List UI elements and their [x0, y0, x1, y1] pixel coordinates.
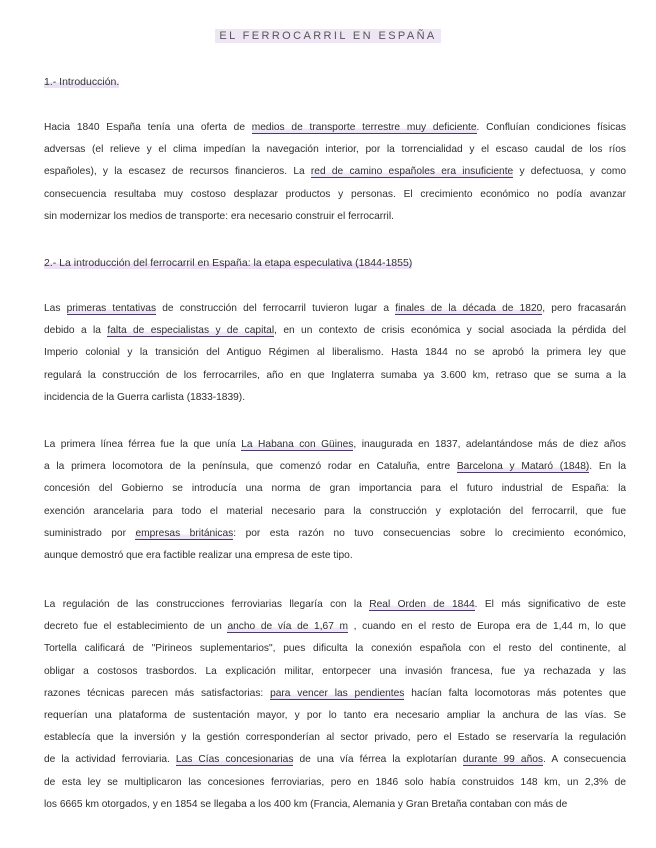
document-title: EL FERROCARRIL EN ESPAÑA [0, 30, 656, 42]
text-run: consecuencia resultaba muy costoso desplazar productos y personas. El crecimiento económico no podía avanzar [44, 188, 626, 200]
text-line [44, 749, 626, 771]
underlined-key-phrase: falta de especialistas y de capital [107, 325, 275, 337]
underlined-key-phrase: empresas británicas [135, 527, 234, 539]
text-run: : por esta razón no tuvo consecuencias sobre lo crecimiento económico, [233, 527, 626, 539]
text-run: exención arancelaria para todo el material necesario para la construcción y explotación del ferrocarril, que fue [44, 505, 626, 517]
text-run: hacían falta locomotoras más potentes que [404, 687, 626, 699]
underlined-key-phrase: para vencer las pendientes [270, 687, 405, 699]
text-line [44, 117, 626, 139]
text-run: regulará la construcción de los ferrocarriles, año en que Inglaterra sumaba ya 3.600 km, retraso que se suma a la [44, 369, 626, 381]
text-run: debido a la [44, 325, 108, 337]
text-line [44, 616, 626, 638]
text-run: . Confluían condiciones físicas [476, 122, 626, 133]
text-run: Tortella calificará de "Pirineos suplementarios", pues dificulta la conexión española con el resto del continente, al [44, 643, 626, 655]
text-line [44, 161, 626, 183]
text-run: y defectuosa, y como [513, 166, 626, 178]
text-line [44, 139, 626, 161]
text-line [44, 501, 626, 523]
text-run: adversas (el relieve y el clima impedían la navegación interior, por la torrencialidad y el escaso caudal de los ríos [44, 144, 626, 156]
text-run: razones técnicas parecen más satisfactorias: [44, 687, 271, 699]
paragraph-primeras-tentativas [44, 298, 626, 409]
text-run: de construcción del ferrocarril tuvieron lugar a [156, 303, 396, 314]
text-line [44, 298, 626, 320]
text-run: de la actividad ferroviaria. [44, 754, 176, 766]
text-line [44, 320, 626, 342]
text-run: de una vía férrea la explotarían [293, 754, 463, 766]
text-run: , inaugurada en 1837, adelantándose más de diez años [353, 439, 626, 450]
text-run: concesión del Gobierno se introducía una norma de gran importancia para el futuro industrial de España: la [44, 483, 626, 495]
text-run: Imperio colonial y la transición del Antiguo Régimen al liberalismo. Hasta 1844 no se aprobó la primera ley que [44, 347, 626, 359]
text-line [44, 478, 626, 500]
text-line [44, 387, 626, 409]
text-run: incidencia de la Guerra carlista (1833-1839). [44, 391, 246, 403]
text-run: Las [44, 303, 67, 314]
paragraph-primera-linea [44, 434, 626, 567]
underlined-key-phrase: La Habana con Güines [241, 439, 354, 450]
underlined-key-phrase: Barcelona y Mataró (1848) [456, 461, 590, 473]
text-run: los 6665 km otorgados, y en 1854 se llegaba a los 400 km (Francia, Alemania y Gran Bretaña contaban con más de [44, 798, 568, 810]
text-line [44, 456, 626, 478]
underlined-key-phrase: durante 99 años [462, 754, 544, 766]
text-run: aunque demostró que era factible realizar una empresa de este tipo. [44, 550, 353, 562]
text-line [44, 184, 626, 206]
text-line [44, 206, 626, 228]
text-line [44, 434, 626, 456]
text-run: obligar a costosos trasbordos. La explicación militar, entorpecer una invasión francesa, fue ya rechazada y las [44, 665, 626, 677]
text-line [44, 661, 626, 683]
text-line [44, 342, 626, 364]
text-line [44, 523, 626, 545]
text-line [44, 638, 626, 660]
section-heading-etapa-especulativa: 2.- La introducción del ferrocarril en España: la etapa especulativa (1844-1855) [44, 257, 413, 269]
text-run: sin modernizar los medios de transporte: era necesario construir el ferrocarril. [44, 210, 394, 222]
text-line [44, 365, 626, 387]
text-run: . En la [589, 461, 626, 473]
text-line [44, 705, 626, 727]
underlined-key-phrase: finales de la década de 1820 [395, 303, 543, 314]
underlined-key-phrase: primeras tentativas [66, 303, 157, 314]
text-run: , pero fracasarán [542, 303, 627, 314]
text-run: Hacia 1840 España tenía una oferta de [44, 122, 252, 133]
text-line [44, 594, 626, 616]
underlined-key-phrase: Real Orden de 1844 [369, 599, 475, 610]
text-line [44, 727, 626, 749]
text-run: . A consecuencia [543, 754, 626, 766]
underlined-key-phrase: medios de transporte terrestre muy deficiente [251, 122, 477, 133]
section-heading-introduccion: 1.- Introducción. [44, 76, 120, 88]
text-line [44, 772, 626, 794]
paragraph-regulacion [44, 594, 626, 816]
text-run: , cuando en el resto de Europa era de 1,44 m, lo que [348, 621, 626, 633]
text-run: decreto fue el establecimiento de un [44, 621, 228, 633]
text-run: españoles), y la escasez de recursos financieros. La [44, 166, 311, 178]
text-run: requerían una plataforma de sustentación mayor, y por lo tanto era necesario ampliar la anchura de las vías. Se [44, 710, 626, 722]
text-line [44, 545, 626, 567]
text-run: La regulación de las construcciones ferroviarias llegaría con la [44, 599, 370, 610]
paragraph-introduccion [44, 117, 626, 228]
text-run: de esta ley se multiplicaron las concesiones ferroviarias, pero en 1846 solo había construidos 148 km, un 2,3% de [44, 776, 626, 788]
text-run: , en un contexto de crisis económica y social asociada la pérdida del [274, 325, 626, 337]
text-run: La primera línea férrea fue la que unía [44, 439, 242, 450]
text-run: establecía que la inversión y la gestión corresponderían al sector privado, pero el Estado se reservaría la regulación [44, 732, 626, 744]
text-run: . El más significativo de este [474, 599, 626, 610]
text-line [44, 794, 626, 816]
underlined-key-phrase: ancho de vía de 1,67 m [227, 621, 349, 633]
underlined-key-phrase: Las Cías concesionarias [175, 754, 294, 766]
text-run: suministrado por [44, 527, 136, 539]
underlined-key-phrase: red de camino españoles era insuficiente [310, 166, 514, 178]
text-line [44, 683, 626, 705]
text-run: a la primera locomotora de la península, que comenzó rodar en Cataluña, entre [44, 461, 457, 473]
